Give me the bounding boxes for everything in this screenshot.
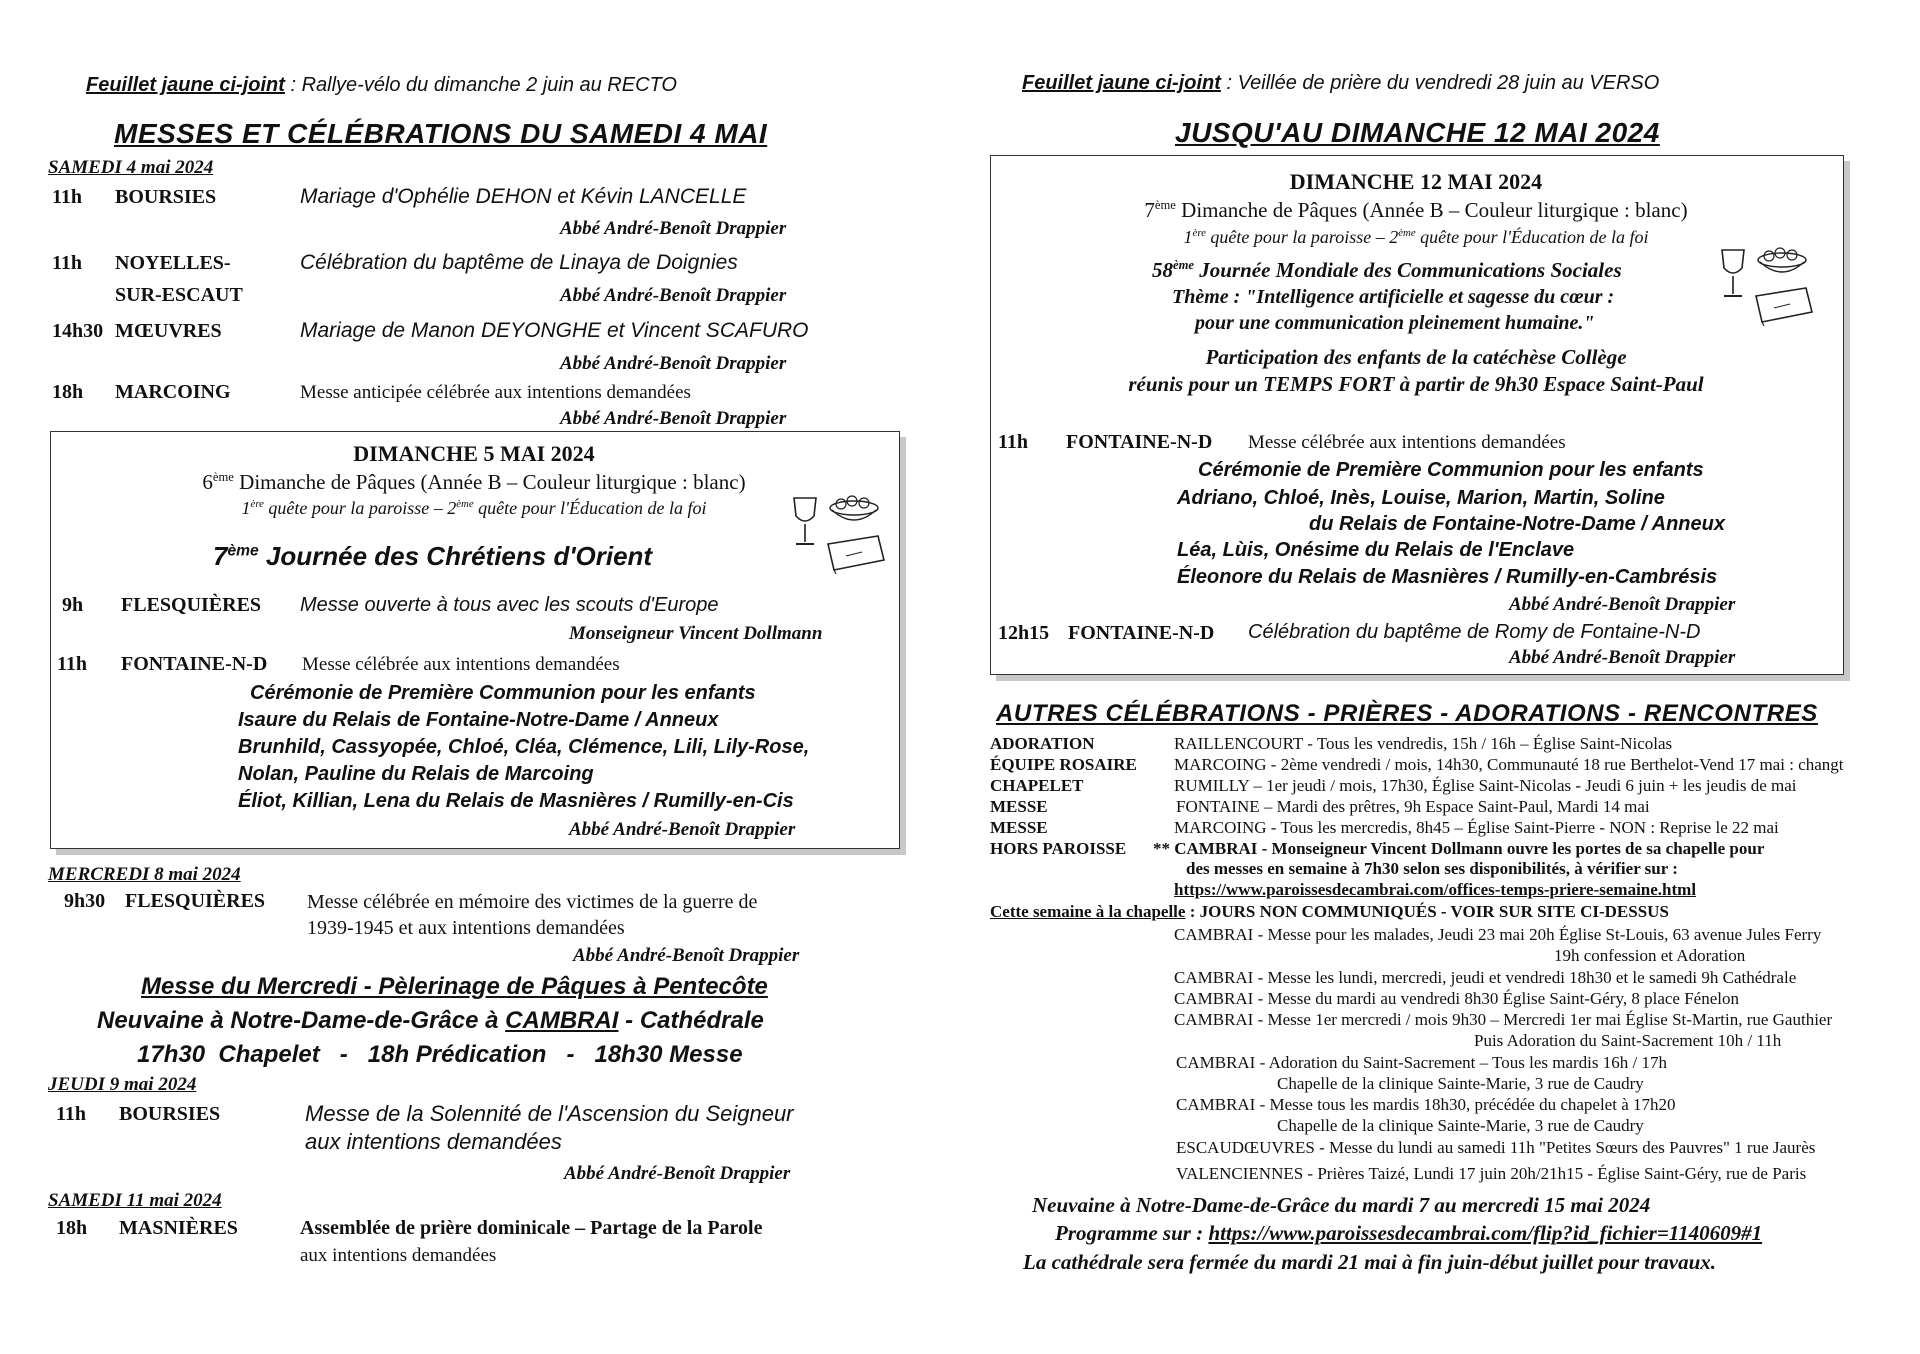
sun5-place: FONTAINE-N-D (121, 653, 268, 675)
sat4-desc: Célébration du baptême de Linaya de Doignies (300, 251, 738, 274)
wed8-date: MERCREDI 8 mai 2024 (48, 864, 241, 885)
cambrai-line: CAMBRAI - Messe tous les mardis 18h30, précédée du chapelet à 17h20 (1176, 1095, 1676, 1114)
sun5-desc: Messe célébrée aux intentions demandées (302, 654, 620, 675)
thu9-desc-line2: aux intentions demandées (305, 1129, 562, 1154)
sun5-sunday-line: 6ème Dimanche de Pâques (Année B – Couleur liturgique : blanc) (202, 470, 746, 494)
sun5-desc: Messe ouverte à tous avec les scouts d'Europe (300, 594, 719, 616)
cambrai-line: ESCAUDŒUVRES - Messe du lundi au samedi 11h "Petites Sœurs des Pauvres" 1 rue Jaurès (1176, 1138, 1816, 1157)
sun5-celebrant: Monseigneur Vincent Dollmann (569, 623, 823, 644)
sat4-desc: Messe anticipée célébrée aux intentions demandées (300, 382, 691, 403)
sat4-celebrant: Abbé André-Benoît Drappier (560, 285, 787, 306)
sun12-time: 12h15 (998, 622, 1050, 644)
sun5-celebrant: Abbé André-Benoît Drappier (569, 819, 796, 840)
sun12-desc: Célébration du baptême de Romy de Fontaine-N-D (1248, 621, 1701, 643)
autres-label: MESSE (990, 797, 1048, 816)
sat11-desc-line2: aux intentions demandées (300, 1245, 497, 1266)
sun12-theme-line2: pour une communication pleinement humaine." (1195, 312, 1595, 334)
autres-label: CHAPELET (990, 776, 1084, 795)
sun12-celebrant: Abbé André-Benoît Drappier (1509, 594, 1736, 615)
sat4-celebrant: Abbé André-Benoît Drappier (560, 408, 787, 429)
sun5-title: DIMANCHE 5 MAI 2024 (353, 441, 595, 466)
wed8-time: 9h30 (64, 890, 106, 912)
programme-link[interactable]: https://www.paroissesdecambrai.com/flip?id_fichier=1140609#1 (1208, 1221, 1763, 1245)
cambrai-line: CAMBRAI - Messe du mardi au vendredi 8h30 Église Saint-Géry, 8 place Fénelon (1174, 989, 1739, 1008)
sun12-theme: Thème : "Intelligence artificielle et sagesse du cœur : (1172, 286, 1615, 308)
cambrai-line: CAMBRAI - Messe pour les malades, Jeudi 23 mai 20h Église St-Louis, 63 avenue Jules Ferry (1174, 925, 1822, 944)
wed8-desc: Messe célébrée en mémoire des victimes de la guerre de (307, 891, 758, 913)
sun12-communion-line: Léa, Lùis, Onésime du Relais de l'Enclave (1177, 539, 1575, 561)
sun5-quete-line: 1ère quête pour la paroisse – 2ème quête pour l'Éducation de la foi (241, 498, 707, 518)
left-feuillet-notice: Feuillet jaune ci-joint : Rallye-vélo du dimanche 2 juin au RECTO (86, 74, 677, 96)
wed8-place: FLESQUIÈRES (125, 890, 266, 912)
sun12-participation-line2: réunis pour un TEMPS FORT à partir de 9h30 Espace Saint-Paul (1128, 372, 1704, 396)
autres-label: ÉQUIPE ROSAIRE (990, 755, 1137, 774)
autres-text: RUMILLY – 1er jeudi / mois, 17h30, Église Saint-Nicolas - Jeudi 6 juin + les jeudis de mai (1174, 776, 1797, 795)
sun12-communion-line: Adriano, Chloé, Inès, Louise, Marion, Martin, Soline (1177, 487, 1665, 509)
sun5-communion-line: Cérémonie de Première Communion pour les enfants (250, 682, 756, 704)
sat11-date: SAMEDI 11 mai 2024 (48, 1190, 222, 1211)
sat4-time: 14h30 (52, 320, 104, 342)
sat11-time: 18h (56, 1217, 88, 1239)
sat4-desc: Mariage de Manon DEYONGHE et Vincent SCAFURO (300, 319, 809, 342)
cambrai-line: Chapelle de la clinique Sainte-Marie, 3 rue de Caudry (1277, 1074, 1644, 1093)
thu9-date: JEUDI 9 mai 2024 (48, 1074, 197, 1095)
chalice-bread-icon (1714, 246, 1814, 328)
autres-text: MARCOING - 2ème vendredi / mois, 14h30, Communauté 18 rue Berthelot-Vend 17 mai : changt (1174, 755, 1844, 774)
pelerinage-title: Messe du Mercredi - Pèlerinage de Pâques à Pentecôte (141, 973, 768, 1000)
sun5-time: 11h (57, 653, 88, 675)
right-feuillet-notice: Feuillet jaune ci-joint : Veillée de prière du vendredi 28 juin au VERSO (1022, 72, 1660, 94)
left-main-title: MESSES ET CÉLÉBRATIONS DU SAMEDI 4 MAI (114, 118, 768, 149)
sun12-time: 11h (998, 431, 1029, 453)
sun12-journee: 58ème Journée Mondiale des Communications Sociales (1152, 258, 1622, 282)
sun12-communion-line: Éleonore du Relais de Masnières / Rumilly-en-Cambrésis (1177, 566, 1718, 588)
autres-label: HORS PAROISSE (990, 839, 1127, 858)
sun12-communion-line: Cérémonie de Première Communion pour les enfants (1198, 459, 1704, 481)
semaine-chapelle: Cette semaine à la chapelle : JOURS NON COMMUNIQUÉS - VOIR SUR SITE CI-DESSUS (990, 902, 1669, 921)
sat4-time: 11h (52, 252, 83, 274)
sat4-celebrant: Abbé André-Benoît Drappier (560, 353, 787, 374)
cambrai-line: Chapelle de la clinique Sainte-Marie, 3 rue de Caudry (1277, 1116, 1644, 1135)
hors-paroisse-link[interactable]: https://www.paroissesdecambrai.com/offices-temps-priere-semaine.html (1174, 880, 1697, 899)
cambrai-line: Puis Adoration du Saint-Sacrement 10h / 11h (1474, 1031, 1782, 1050)
wed8-desc-line2: 1939-1945 et aux intentions demandées (307, 917, 625, 939)
sat4-place: NOYELLES- (115, 252, 231, 274)
sat4-date: SAMEDI 4 mai 2024 (48, 157, 214, 178)
pelerinage-horaires: 17h30 Chapelet - 18h Prédication - 18h30 Messe (137, 1041, 743, 1068)
sun12-celebrant: Abbé André-Benoît Drappier (1509, 647, 1736, 668)
sun12-communion-line: du Relais de Fontaine-Notre-Dame / Anneux (1309, 513, 1725, 535)
sun5-communion-line: Nolan, Pauline du Relais de Marcoing (238, 763, 594, 785)
footer-fermeture: La cathédrale sera fermée du mardi 21 mai à fin juin-début juillet pour travaux. (1023, 1250, 1717, 1274)
thu9-desc: Messe de la Solennité de l'Ascension du Seigneur (305, 1101, 794, 1126)
sat4-place-line2: SUR-ESCAUT (115, 284, 243, 306)
sun12-place: FONTAINE-N-D (1068, 622, 1215, 644)
autres-text: MARCOING - Tous les mercredis, 8h45 – Église Saint-Pierre - NON : Reprise le 22 mai (1174, 818, 1779, 837)
thu9-celebrant: Abbé André-Benoît Drappier (564, 1163, 791, 1184)
cambrai-line: VALENCIENNES - Prières Taizé, Lundi 17 juin 20h/21h15 - Église Saint-Géry, rue de Paris (1176, 1164, 1807, 1183)
sat4-time: 11h (52, 186, 83, 208)
sun12-desc: Messe célébrée aux intentions demandées (1248, 432, 1566, 453)
sat4-desc: Mariage d'Ophélie DEHON et Kévin LANCELLE (300, 185, 747, 208)
thu9-place: BOURSIES (119, 1103, 221, 1125)
sun5-time: 9h (62, 594, 84, 616)
autres-text: RAILLENCOURT - Tous les vendredis, 15h / 16h – Église Saint-Nicolas (1174, 734, 1673, 753)
sat4-time: 18h (52, 381, 84, 403)
cambrai-line: 19h confession et Adoration (1554, 946, 1746, 965)
thu9-time: 11h (56, 1103, 87, 1125)
autres-label: ADORATION (990, 734, 1095, 753)
wed8-celebrant: Abbé André-Benoît Drappier (573, 945, 800, 966)
sun5-place: FLESQUIÈRES (121, 594, 262, 616)
sun5-journee: 7ème Journée des Chrétiens d'Orient (213, 541, 653, 571)
footer-neuvaine: Neuvaine à Notre-Dame-de-Grâce du mardi 7 au mercredi 15 mai 2024 (1032, 1193, 1651, 1217)
cambrai-line: CAMBRAI - Messe les lundi, mercredi, jeudi et vendredi 18h30 et le samedi 9h Cathédrale (1174, 968, 1797, 987)
autres-label: MESSE (990, 818, 1048, 837)
sat4-place: BOURSIES (115, 186, 217, 208)
sun5-communion-line: Éliot, Killian, Lena du Relais de Masnières / Rumilly-en-Cis (238, 790, 794, 812)
sun12-place: FONTAINE-N-D (1066, 431, 1213, 453)
sat4-place: MARCOING (115, 381, 231, 403)
sun12-title: DIMANCHE 12 MAI 2024 (1289, 169, 1543, 194)
sun12-sunday-line: 7ème Dimanche de Pâques (Année B – Couleur liturgique : blanc) (1144, 198, 1688, 222)
footer-programme: Programme sur : https://www.paroissesdecambrai.com/flip?id_fichier=1140609#1 (1055, 1221, 1763, 1245)
sun5-communion-line: Isaure du Relais de Fontaine-Notre-Dame / Anneux (238, 709, 719, 731)
chalice-bread-icon (786, 494, 886, 576)
sat11-place: MASNIÈRES (119, 1217, 238, 1239)
sun5-communion-line: Brunhild, Cassyopée, Chloé, Cléa, Clémence, Lili, Lily-Rose, (238, 736, 810, 758)
sun12-quete-line: 1ère quête pour la paroisse – 2ème quête pour l'Éducation de la foi (1183, 227, 1649, 247)
sat11-desc: Assemblée de prière dominicale – Partage de la Parole (300, 1217, 763, 1239)
right-main-title: JUSQU'AU DIMANCHE 12 MAI 2024 (1175, 117, 1660, 148)
autres-text: FONTAINE – Mardi des prêtres, 9h Espace Saint-Paul, Mardi 14 mai (1176, 797, 1650, 816)
autres-title: AUTRES CÉLÉBRATIONS - PRIÈRES - ADORATIONS - RENCONTRES (996, 700, 1818, 727)
sat4-celebrant: Abbé André-Benoît Drappier (560, 218, 787, 239)
hors-paroisse-line2: des messes en semaine à 7h30 selon ses disponibilités, à vérifier sur : (1186, 859, 1678, 878)
cambrai-line: CAMBRAI - Adoration du Saint-Sacrement – Tous les mardis 16h / 17h (1176, 1053, 1667, 1072)
pelerinage-neuvaine: Neuvaine à Notre-Dame-de-Grâce à CAMBRAI - Cathédrale (97, 1007, 764, 1034)
cambrai-line: CAMBRAI - Messe 1er mercredi / mois 9h30 – Mercredi 1er mai Église St-Martin, rue Gauthier (1174, 1010, 1833, 1029)
autres-text: ** CAMBRAI - Monseigneur Vincent Dollmann ouvre les portes de sa chapelle pour (1153, 839, 1765, 858)
sat4-place: MŒUVRES (115, 320, 222, 342)
sun12-participation: Participation des enfants de la catéchèse Collège (1205, 345, 1627, 369)
